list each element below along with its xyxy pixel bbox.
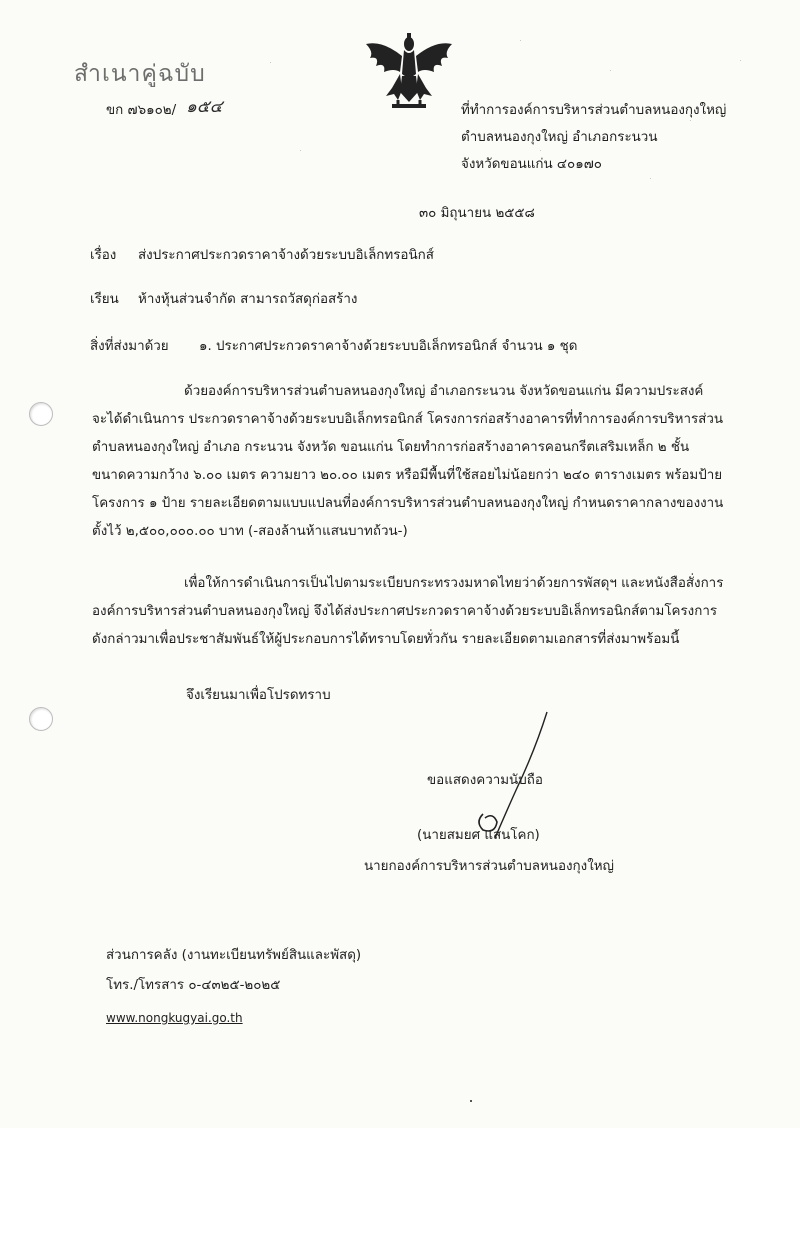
body-para1-line: ด้วยองค์การบริหารส่วนตำบลหนองกุงใหญ่ อำเภอกระนวน จังหวัดขอนแก่น มีความประสงค์ <box>184 384 704 399</box>
body-para2-line: ดังกล่าวมาเพื่อประชาสัมพันธ์ให้ผู้ประกอบการได้ทราบโดยทั่วกัน รายละเอียดตามเอกสารที่ส่งมาพร้อมนี้ <box>92 632 680 647</box>
reference-handwritten: ๑๕๔ <box>186 97 223 117</box>
body-para1-line: ตำบลหนองกุงใหญ่ อำเภอ กระนวน จังหวัด ขอนแก่น โดยทำการก่อสร้างอาคารคอนกรีตเสริมเหล็ก ๒ ชั้น <box>92 440 690 455</box>
footer-website-link[interactable]: www.nongkugyai.go.th <box>106 1011 243 1025</box>
footer-department: ส่วนการคลัง (งานทะเบียนทรัพย์สินและพัสดุ) <box>106 948 362 963</box>
sender-line-2: ตำบลหนองกุงใหญ่ อำเภอกระนวน <box>461 130 658 145</box>
garuda-emblem-icon <box>362 30 456 112</box>
body-para1-line: ขนาดความกว้าง ๖.๐๐ เมตร ความยาว ๒๐.๐๐ เมตร หรือมีพื้นที่ใช้สอยไม่น้อยกว่า ๒๔๐ ตารางเมตร พร้อมป้าย <box>92 468 723 483</box>
enclosure-label: สิ่งที่ส่งมาด้วย <box>90 339 169 354</box>
body-para2-line: เพื่อให้การดำเนินการเป็นไปตามระเบียบกระทรวงมหาดไทยว่าด้วยการพัสดุฯ และหนังสือสั่งการ <box>184 576 724 591</box>
recipient-text: ห้างหุ้นส่วนจำกัด สามารถวัสดุก่อสร้าง <box>138 292 358 307</box>
body-paragraph-1 <box>92 378 756 546</box>
closing-line: จึงเรียนมาเพื่อโปรดทราบ <box>186 688 331 703</box>
footer-phone: โทร./โทรสาร ๐-๔๓๒๕-๒๐๒๕ <box>106 978 281 993</box>
body-paragraph-2 <box>92 570 756 654</box>
reference-number: ขก ๗๖๑๐๒/ <box>106 103 177 118</box>
sender-line-3: จังหวัดขอนแก่น ๔๐๑๗๐ <box>461 157 602 172</box>
recipient-label: เรียน <box>90 292 119 307</box>
copy-stamp: สำเนาคู่ฉบับ <box>74 61 206 87</box>
punch-hole-top <box>29 402 53 426</box>
sender-line-1: ที่ทำการองค์การบริหารส่วนตำบลหนองกุงใหญ่ <box>461 103 727 118</box>
subject-text: ส่งประกาศประกวดราคาจ้างด้วยระบบอิเล็กทรอนิกส์ <box>138 248 434 263</box>
regards-line: ขอแสดงความนับถือ <box>427 773 543 788</box>
signer-name: (นายสมยศ แสนโคก) <box>417 828 540 843</box>
subject-label: เรื่อง <box>90 248 117 263</box>
punch-hole-bottom <box>29 707 53 731</box>
signer-title: นายกองค์การบริหารส่วนตำบลหนองกุงใหญ่ <box>364 859 614 874</box>
body-para1-line: โครงการ ๑ ป้าย รายละเอียดตามแบบแปลนที่องค์การบริหารส่วนตำบลหนองกุงใหญ่ กำหนดราคากลางของงาน <box>92 496 724 511</box>
body-para1-line: ตั้งไว้ ๒,๕๐๐,๐๐๐.๐๐ บาท (-สองล้านห้าแสนบาทถ้วน-) <box>92 524 408 539</box>
body-para1-line: จะได้ดำเนินการ ประกวดราคาจ้างด้วยระบบอิเล็กทรอนิกส์ โครงการก่อสร้างอาคารที่ทำการองค์การบริหารส่วน <box>92 412 724 427</box>
enclosure-text: ๑. ประกาศประกวดราคาจ้างด้วยระบบอิเล็กทรอนิกส์ จำนวน ๑ ชุด <box>199 339 578 354</box>
letter-date: ๓๐ มิถุนายน ๒๕๕๘ <box>419 206 535 221</box>
body-para2-line: องค์การบริหารส่วนตำบลหนองกุงใหญ่ จึงได้ส่งประกาศประกวดราคาจ้างด้วยระบบอิเล็กทรอนิกส์ตามโครงการ <box>92 604 718 619</box>
